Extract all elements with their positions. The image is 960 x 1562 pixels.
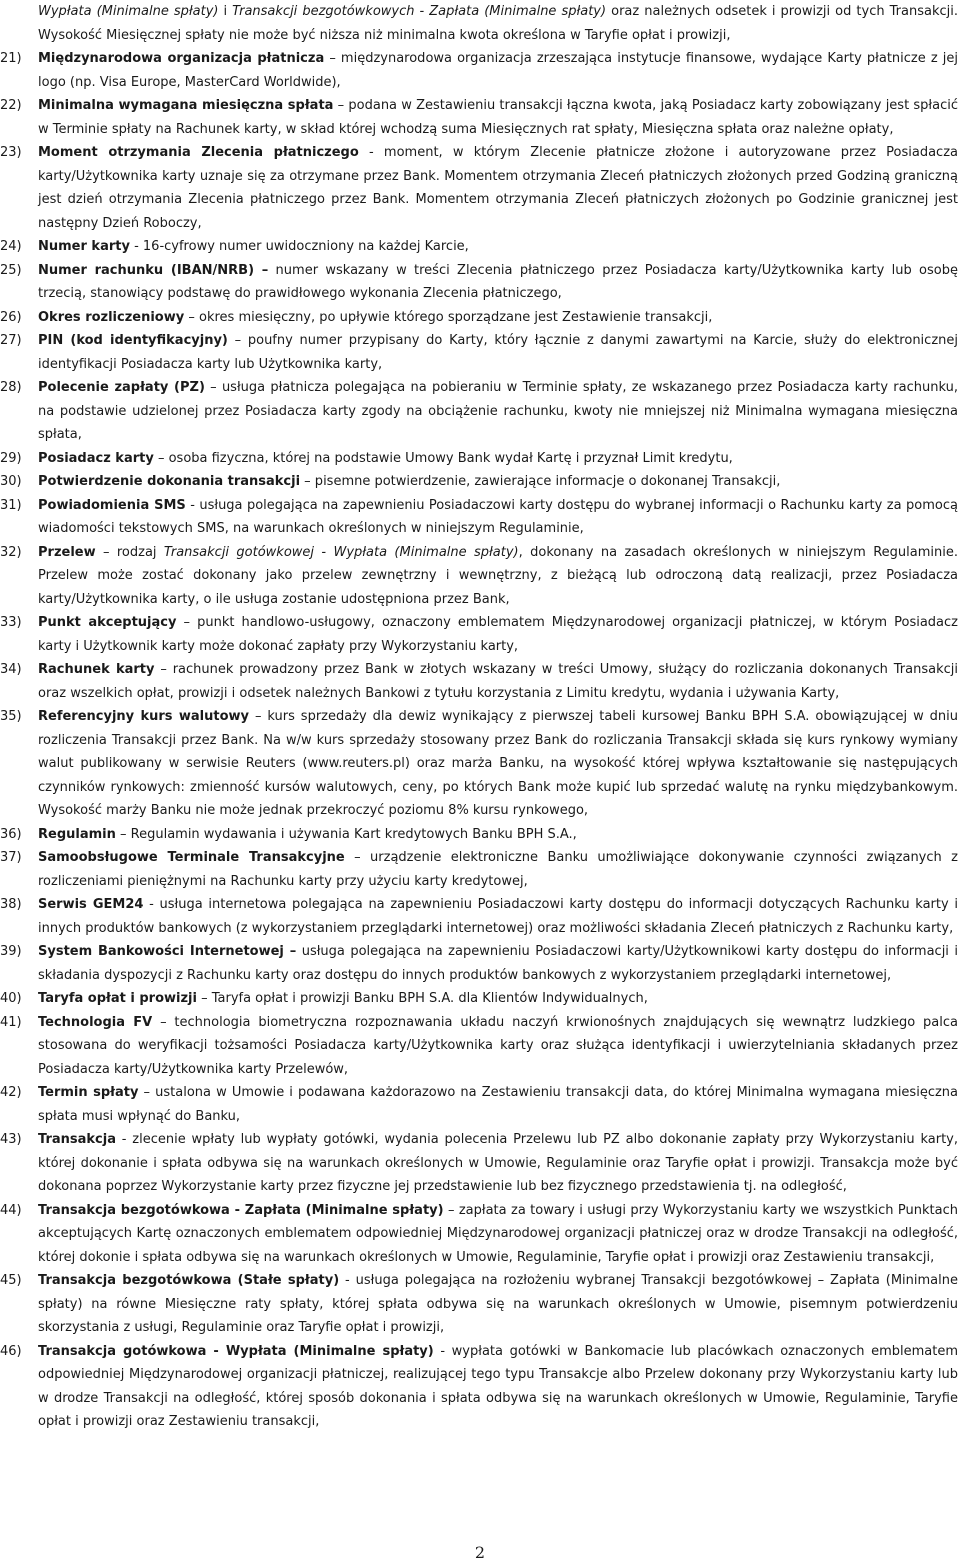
- definition-term: Okres rozliczeniowy: [38, 309, 185, 325]
- definition-number: 31): [0, 497, 22, 513]
- definition-term: Rachunek karty: [38, 662, 155, 677]
- definition-text: – usługa płatnicza polegająca na pobieraniu w Terminie spłaty, ze wskazanego przez Posiadacza karty rachunku, na podstawie udzielonej przez Posiadacza karty zgody na obciążenie rachunku, kwoty nie mniejszej niż Minimalna wymagana miesięczna spłata,: [38, 380, 958, 442]
- definition-item: [0, 470, 960, 494]
- definition-number: 41): [0, 1014, 22, 1030]
- definition-item: [0, 1011, 960, 1082]
- definition-text: – rachunek prowadzony przez Bank w złotych wskazany w treści Umowy, służący do rozliczania dokonanych Transakcji oraz wszelkich opłat, prowizji i odsetek należnych Bankowi z tytułu korzystania z Limitu kredytu, wydania i używania Karty,: [38, 662, 958, 701]
- text-run: oraz należnych odsetek i prowizji od tych Transakcji. Wysokość Miesięcznej spłaty nie może być niższa niż minimalna kwota określona w Taryfie opłat i prowizji,: [38, 4, 958, 43]
- definition-number: 23): [0, 145, 22, 160]
- definition-term: PIN (kod identyfikacyjny): [38, 333, 228, 348]
- definition-term: Taryfa opłat i prowizji: [38, 991, 197, 1006]
- definition-number: 30): [0, 474, 22, 489]
- definition-text: – zapłata za towary i usługi przy Wykorzystaniu karty we wszystkich Punktach akceptujących Kartę oznaczonych emblematem odpowiedniej Międzynarodowej organizacji płatniczej oraz w drodze Transakcji na odległość, której dokonie i spłata odbywa się na warunkach określonych w Umowie, Regulaminie, Taryfie opłat i prowizji oraz Zestawieniu transakcji,: [38, 1202, 958, 1265]
- definition-text: numer wskazany w treści Zlecenia płatniczego przez Posiadacza karty/Użytkownika karty lub osobę trzecią, stanowiący podstawę do prawidłowego wykonania Zlecenia płatniczego,: [38, 262, 958, 301]
- definition-text: , dokonany na zasadach określonych w niniejszym Regulaminie. Przelew może zostać dokonany jako przelew zewnętrzny i wewnętrzny, z bieżącą lub odroczoną datą realizacji, przez Posiadacza karty/Użytkownika karty, o ile usługa zostanie udostępniona przez Bank,: [38, 544, 958, 607]
- definition-term: Numer karty: [38, 239, 130, 254]
- definition-item: [0, 1128, 960, 1199]
- definition-number: 38): [0, 897, 22, 912]
- definition-number: 25): [0, 262, 22, 278]
- definition-item: [0, 235, 960, 259]
- definition-number: 46): [0, 1343, 22, 1359]
- definition-item: [0, 259, 960, 306]
- definition-number: 36): [0, 826, 22, 842]
- definition-item: [0, 1199, 960, 1270]
- definition-number: 28): [0, 380, 22, 395]
- definition-text: usługa polegająca na zapewnieniu Posiadaczowi karty/Użytkownikowi karty dostępu do informacji i składania dyspozycji z Rachunku karty oraz dostępu do innych produktów bankowych z wykorzystaniem przeglądarki internetowej,: [38, 944, 958, 983]
- definition-item: [0, 141, 960, 235]
- definition-term: Termin spłaty: [38, 1085, 139, 1100]
- definition-item: [0, 611, 960, 658]
- definition-item: [0, 494, 960, 541]
- definition-term: System Bankowości Internetowej –: [38, 944, 297, 959]
- definition-number: 32): [0, 544, 22, 560]
- definition-text: – rodzaj: [95, 544, 164, 560]
- definitions-list: [0, 47, 960, 1434]
- definition-term: Polecenie zapłaty (PZ): [38, 380, 205, 395]
- definition-text: – ustalona w Umowie i podawana każdorazowo na Zestawieniu transakcji data, do której Minimalna wymagana miesięczna spłata musi wpłynąć do Banku,: [38, 1085, 958, 1124]
- definition-item: [0, 541, 960, 612]
- definition-term: Referencyjny kurs walutowy: [38, 709, 249, 724]
- definition-text: - usługa polegająca na zapewnieniu Posiadaczowi karty dostępu do wybranej informacji o Rachunku karty za pomocą wiadomości tekstowych SMS, na warunkach określonych w niniejszym Regulaminie,: [38, 497, 958, 536]
- definition-text: – poufny numer przypisany do Karty, który łącznie z danymi zawartymi na Karcie, służy do elektronicznej identyfikacji Posiadacza karty lub Użytkownika karty,: [38, 333, 958, 372]
- definition-term: Powiadomienia SMS: [38, 497, 186, 513]
- definition-term: Posiadacz karty: [38, 450, 154, 466]
- definition-item: [0, 940, 960, 987]
- continuation-paragraph: [0, 0, 960, 47]
- definition-item: [0, 893, 960, 940]
- definition-number: 27): [0, 333, 22, 348]
- definition-text: - 16-cyfrowy numer uwidoczniony na każdej Karcie,: [129, 239, 469, 254]
- italic-text: Wypłata (Minimalne spłaty): [38, 4, 219, 19]
- italic-text: Transakcji bezgotówkowych - Zapłata (Minimalne spłaty): [232, 4, 607, 19]
- definition-number: 35): [0, 709, 22, 724]
- definition-term: Międzynarodowa organizacja płatnicza: [38, 51, 325, 66]
- definition-item: [0, 94, 960, 141]
- definition-text: - usługa polegająca na rozłożeniu wybranej Transakcji bezgotówkowej – Zapłata (Minimalne spłaty) na równe Miesięczne raty spłaty, której spłata odbywa się na warunkach określonych w Umowie, pisemnym potwierdzeniu skorzystania z usługi, Regulaminie oraz Taryfie opłat i prowizji,: [38, 1273, 958, 1335]
- definition-text: - usługa internetowa polegająca na zapewnieniu Posiadaczowi karty dostępu do informacji dotyczących Rachunku karty i innych produktów bankowych (z wykorzystaniem przeglądarki internetowej) oraz możliwości składania Zleceń płatniczych z Rachunku karty,: [38, 897, 958, 936]
- definition-term: Samoobsługowe Terminale Transakcyjne: [38, 850, 345, 865]
- definition-number: 24): [0, 239, 22, 254]
- definition-term: Technologia FV: [38, 1014, 153, 1030]
- definition-term: Punkt akceptujący: [38, 615, 177, 630]
- definition-text: – pisemne potwierdzenie, zawierające informacje o dokonanej Transakcji,: [300, 474, 781, 489]
- definition-item: [0, 658, 960, 705]
- definition-text: – Regulamin wydawania i używania Kart kredytowych Banku BPH S.A.,: [115, 826, 577, 842]
- definition-item: [0, 1340, 960, 1434]
- definition-text: – urządzenie elektroniczne Banku umożliwiające dokonywanie czynności związanych z rozliczeniami pieniężnymi na Rachunku karty przy użyciu karty kredytowej,: [38, 850, 958, 889]
- definition-number: 42): [0, 1085, 22, 1100]
- definition-number: 44): [0, 1202, 22, 1218]
- definition-item: [0, 306, 960, 330]
- definition-term: Przelew: [38, 544, 96, 560]
- definition-text: - zlecenie wpłaty lub wypłaty gotówki, wydania polecenia Przelewu lub PZ albo dokonanie zapłaty przy Wykorzystaniu karty, której dokonanie i spłata odbywa się na warunkach określonych w Umowie, Regulaminie oraz Taryfie opłat i prowizji. Transakcja może być dokonana poprzez Wykorzystanie karty przez fizyczne jej przedstawienie lub bez fizycznego przedstawienia tj. na odległość,: [38, 1132, 958, 1194]
- definition-term: Transakcja: [38, 1132, 116, 1147]
- definition-number: 39): [0, 944, 22, 959]
- definition-item: [0, 705, 960, 823]
- definition-text: – podana w Zestawieniu transakcji łączna kwota, jaką Posiadacz karty zobowiązany jest spłacić w Terminie spłaty na Rachunek karty, w skład której wchodzą suma Miesięcznych rat spłaty, Miesięczna spłata oraz należne opłaty,: [38, 98, 958, 137]
- definition-text: - moment, w którym Zlecenie płatnicze złożone i autoryzowane przez Posiadacza karty/Użytkownika karty uznaje się za otrzymane przez Bank. Momentem otrzymania Zleceń płatniczych złożonych przed Godziną graniczną jest dzień otrzymania Zlecenia płatniczego przez Bank. Momentem otrzymania Zleceń płatniczych złożonych po Godzinie granicznej jest następny Dzień Roboczy,: [38, 145, 958, 231]
- text-run: i: [218, 4, 233, 19]
- definition-number: 22): [0, 98, 22, 113]
- definition-number: 26): [0, 309, 22, 325]
- definition-number: 37): [0, 850, 22, 865]
- definition-number: 21): [0, 51, 22, 66]
- definition-item: [0, 47, 960, 94]
- page-number: 2: [474, 1543, 486, 1562]
- definition-item: [0, 376, 960, 447]
- definition-item: [0, 1081, 960, 1128]
- definition-term: Moment otrzymania Zlecenia płatniczego: [38, 145, 359, 160]
- definition-text: – kurs sprzedaży dla dewiz wynikający z pierwszej tabeli kursowej Banku BPH S.A. obowiązującej w dniu rozliczenia Transakcji przez Bank. Na w/w kurs sprzedaży stosowany przez Bank do rozliczania Transakcji składa się kurs rynkowy wymiany walut publikowany w serwisie Reuters (www.reuters.pl) oraz marża Banku, na wysokość której wpływa kształtowanie się następujących czynników rynkowych: zmienność kursów walutowych, ceny, po których Bank może kupić lub sprzedać walutę na rynku międzybankowym. Wysokość marży Banku nie może jednak przekroczyć poziomu 8% kursu rynkowego,: [38, 709, 959, 818]
- definition-number: 45): [0, 1273, 22, 1288]
- definition-term: Transakcja bezgotówkowa - Zapłata (Minimalne spłaty): [38, 1202, 444, 1218]
- definition-item: [0, 846, 960, 893]
- definition-number: 43): [0, 1132, 22, 1147]
- definition-item: [0, 447, 960, 471]
- definition-item: [0, 1269, 960, 1340]
- definition-term: Transakcja gotówkowa - Wypłata (Minimalne spłaty): [38, 1343, 434, 1359]
- definition-term: Minimalna wymagana miesięczna spłata: [38, 98, 334, 113]
- definition-item: [0, 823, 960, 847]
- definition-number: 33): [0, 615, 22, 630]
- definition-term: Regulamin: [38, 826, 116, 842]
- definition-item: [0, 329, 960, 376]
- definition-number: 29): [0, 450, 22, 466]
- definition-item: [0, 987, 960, 1011]
- definition-text: – punkt handlowo-usługowy, oznaczony emblematem Międzynarodowej organizacji płatniczej, w którym Posiadacz karty i Użytkownik karty może dokonać zapłaty przy Wykorzystaniu karty,: [38, 615, 958, 654]
- definition-term: Numer rachunku (IBAN/NRB) –: [38, 262, 269, 278]
- definition-term: Transakcja bezgotówkowa (Stałe spłaty): [38, 1273, 340, 1288]
- definition-term: Potwierdzenie dokonania transakcji: [38, 474, 301, 489]
- definition-number: 34): [0, 662, 22, 677]
- definition-text: – okres miesięczny, po upływie którego sporządzane jest Zestawienie transakcji,: [184, 309, 713, 325]
- definition-text: – Taryfa opłat i prowizji Banku BPH S.A. dla Klientów Indywidualnych,: [196, 991, 648, 1006]
- definition-term: Serwis GEM24: [38, 897, 144, 912]
- definition-text: – osoba fizyczna, której na podstawie Umowy Bank wydał Kartę i przyznał Limit kredytu,: [153, 450, 733, 466]
- definition-text: – technologia biometryczna rozpoznawania układu naczyń krwionośnych znajdujących się wewnątrz ludzkiego palca stosowana do weryfikacji tożsamości Posiadacza karty/Użytkownika karty oraz służąca identyfikacji i uwierzytelniania składanych przez Posiadacza karty/Użytkownika karty Przelewów,: [38, 1014, 958, 1077]
- definition-text: - wypłata gotówki w Bankomacie lub placówkach oznaczonych emblematem odpowiedniej Międzynarodowej organizacji płatniczej, realizującej tego typu Transakcje albo Przelew dokonany przy Wykorzystaniu karty lub w drodze Transakcji na odległość, której sposób dokonania i spłata odbywa się na warunkach określonych w Umowie, Regulaminie, Taryfie opłat i prowizji oraz Zestawieniu transakcji,: [38, 1343, 958, 1429]
- definition-text: – międzynarodowa organizacja zrzeszająca instytucje finansowe, wydające Karty płatnicze z jej logo (np. Visa Europe, MasterCard Worldwide),: [38, 51, 958, 90]
- definition-number: 40): [0, 991, 22, 1006]
- italic-text: Transakcji gotówkowej - Wypłata (Minimalne spłaty): [163, 544, 519, 560]
